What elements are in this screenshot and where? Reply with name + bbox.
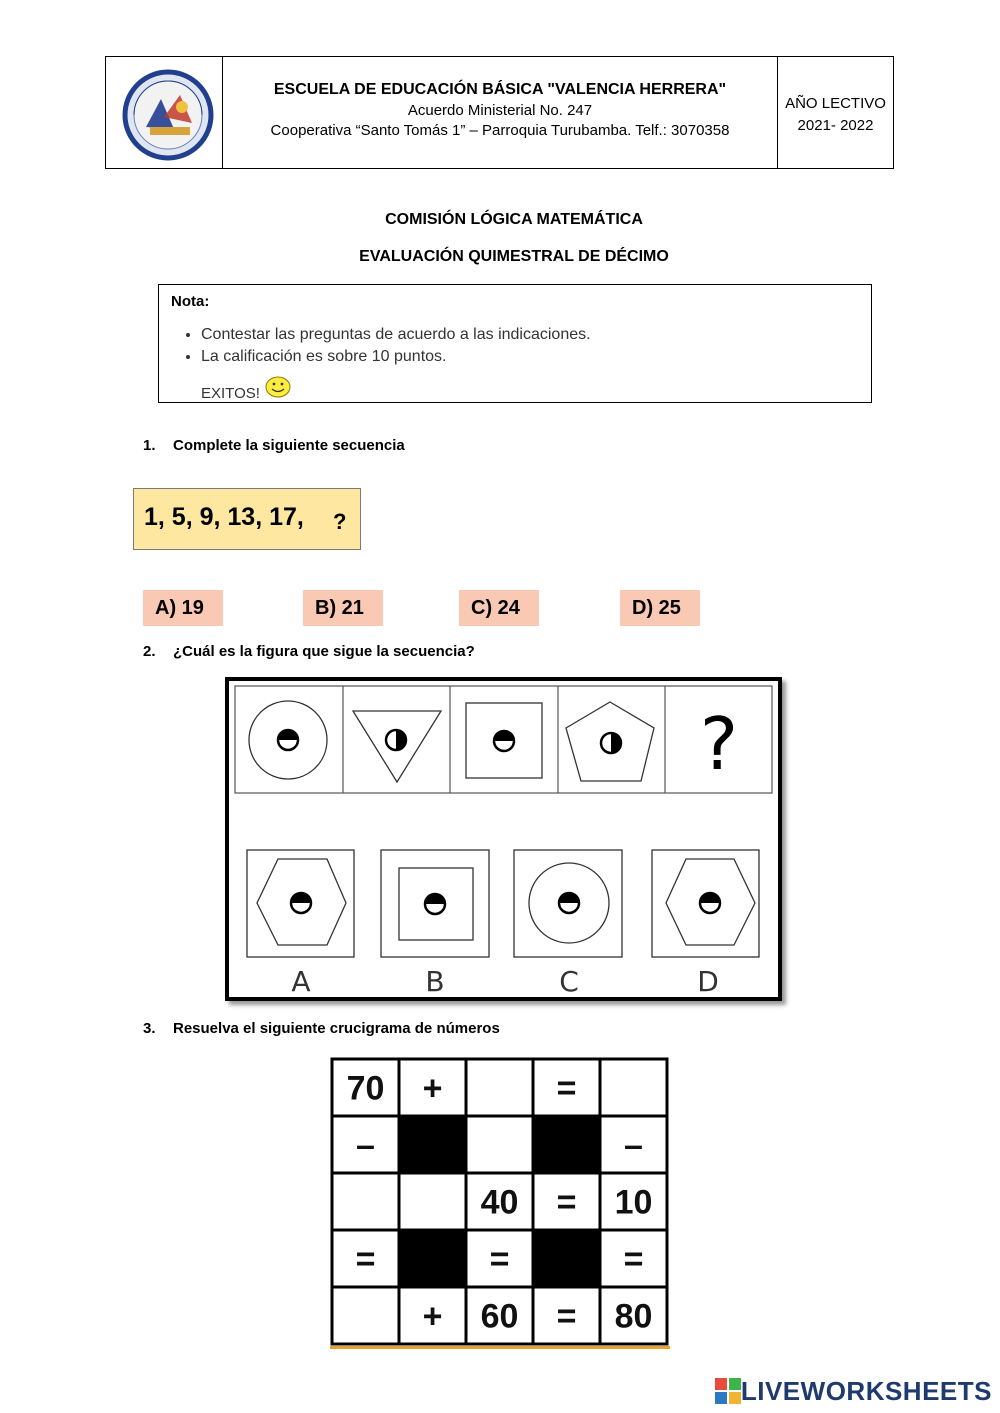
- question-number: 3.: [143, 1020, 156, 1037]
- crossword-cell-value: –: [624, 1126, 643, 1165]
- footer-brand: [715, 1376, 992, 1407]
- crossword-cell-value: =: [623, 1240, 644, 1279]
- agreement-line: Acuerdo Ministerial No. 247: [407, 102, 593, 119]
- sequence-circle-shape: [249, 701, 327, 779]
- choice-d-label: D: [697, 965, 719, 997]
- header-table: [105, 56, 894, 169]
- choice-b-square-shape[interactable]: [399, 868, 473, 940]
- crossword-cell-value: 70: [346, 1069, 385, 1108]
- question-1: [143, 437, 405, 454]
- sequence-pentagon-shape: [566, 702, 654, 781]
- nota-item: • La calificación es sobre 10 puntos.: [201, 347, 591, 367]
- question-text: Complete la siguiente secuencia: [173, 437, 405, 454]
- crossword-cell-value: +: [422, 1297, 443, 1336]
- crossword-empty-cell[interactable]: [332, 1287, 399, 1344]
- question-text: Resuelva el siguiente crucigrama de números: [173, 1020, 500, 1037]
- figure-sequence: [229, 681, 778, 997]
- nota-item: • Contestar las preguntas de acuerdo a las indicaciones.: [201, 325, 591, 345]
- crossword-bottom-accent: [330, 1346, 670, 1349]
- crossword-empty-cell[interactable]: [466, 1116, 533, 1173]
- year-cell: [778, 57, 893, 168]
- crossword-cell-value: +: [422, 1069, 443, 1108]
- crossword-cell-value: =: [556, 1183, 577, 1222]
- crossword-blocked-cell: [399, 1230, 466, 1287]
- nota-closing: [201, 376, 292, 402]
- question-2: [143, 643, 475, 660]
- crossword-cell-value: =: [556, 1297, 577, 1336]
- crossword-cell-value: =: [489, 1240, 510, 1279]
- sequence-box: [133, 488, 361, 550]
- crossword-empty-cell[interactable]: [600, 1059, 667, 1116]
- nota-box: [158, 284, 872, 403]
- smiley-icon: [264, 376, 292, 400]
- crossword-blocked-cell: [533, 1116, 600, 1173]
- logo-cell: [106, 57, 223, 168]
- sequence-unknown: ?: [333, 509, 347, 534]
- crossword-blocked-cell: [399, 1116, 466, 1173]
- crossword-empty-cell[interactable]: [466, 1059, 533, 1116]
- crossword-empty-cell[interactable]: [399, 1173, 466, 1230]
- school-logo: [106, 57, 222, 169]
- crossword-cell-value: =: [355, 1240, 376, 1279]
- exitos-text: EXITOS!: [201, 385, 260, 402]
- crossword-cell-value: 60: [480, 1297, 519, 1336]
- sequence-square-shape: [466, 703, 542, 778]
- choice-c-label: C: [559, 965, 579, 997]
- question-3: [143, 1020, 500, 1037]
- option-a-button[interactable]: A) 19: [143, 590, 223, 626]
- number-crossword: [330, 1057, 670, 1354]
- crossword-blocked-cell: [533, 1230, 600, 1287]
- nota-list: [159, 325, 591, 369]
- crossword-cell-value: 10: [614, 1183, 653, 1222]
- school-info-cell: [223, 57, 778, 168]
- year-label: AÑO LECTIVO: [785, 95, 886, 112]
- crossword-empty-cell[interactable]: [332, 1173, 399, 1230]
- option-c-button[interactable]: C) 24: [459, 590, 539, 626]
- sequence-unknown-mark: ?: [699, 702, 739, 786]
- evaluation-title: EVALUACIÓN QUIMESTRAL DE DÉCIMO: [359, 248, 669, 265]
- sequence-triangle-shape: [353, 711, 441, 782]
- option-b-button[interactable]: B) 21: [303, 590, 383, 626]
- crossword-cell-value: =: [556, 1069, 577, 1108]
- commission-title: COMISIÓN LÓGICA MATEMÁTICA: [385, 211, 643, 228]
- choice-a-label: A: [291, 965, 311, 997]
- crossword-cell-value: 80: [614, 1297, 653, 1336]
- question-number: 1.: [143, 437, 156, 454]
- address-line: Cooperativa “Santo Tomás 1” – Parroquia Turubamba. Telf.: 3070358: [270, 122, 730, 139]
- choice-a-hexagon-shape[interactable]: [257, 859, 346, 945]
- figure-sequence-box: [225, 677, 782, 1001]
- choice-b-label: B: [425, 965, 445, 997]
- brand-text: LIVEWORKSHEETS: [740, 1376, 992, 1406]
- question-number: 2.: [143, 643, 156, 660]
- year-value: 2021- 2022: [797, 117, 874, 134]
- liveworksheets-logo-icon: [715, 1378, 741, 1404]
- choice-d-hexagon-shape[interactable]: [666, 859, 755, 945]
- crossword-cell-value: –: [356, 1126, 375, 1165]
- option-d-button[interactable]: D) 25: [620, 590, 700, 626]
- sequence-text: 1, 5, 9, 13, 17,: [144, 503, 304, 531]
- question-text: ¿Cuál es la figura que sigue la secuencia?: [173, 643, 475, 660]
- crossword-grid: [330, 1057, 670, 1349]
- school-name: ESCUELA DE EDUCACIÓN BÁSICA "VALENCIA HERRERA": [273, 81, 727, 98]
- nota-label: Nota:: [171, 293, 210, 310]
- choice-c-circle-shape[interactable]: [529, 863, 609, 943]
- crossword-cell-value: 40: [480, 1183, 519, 1222]
